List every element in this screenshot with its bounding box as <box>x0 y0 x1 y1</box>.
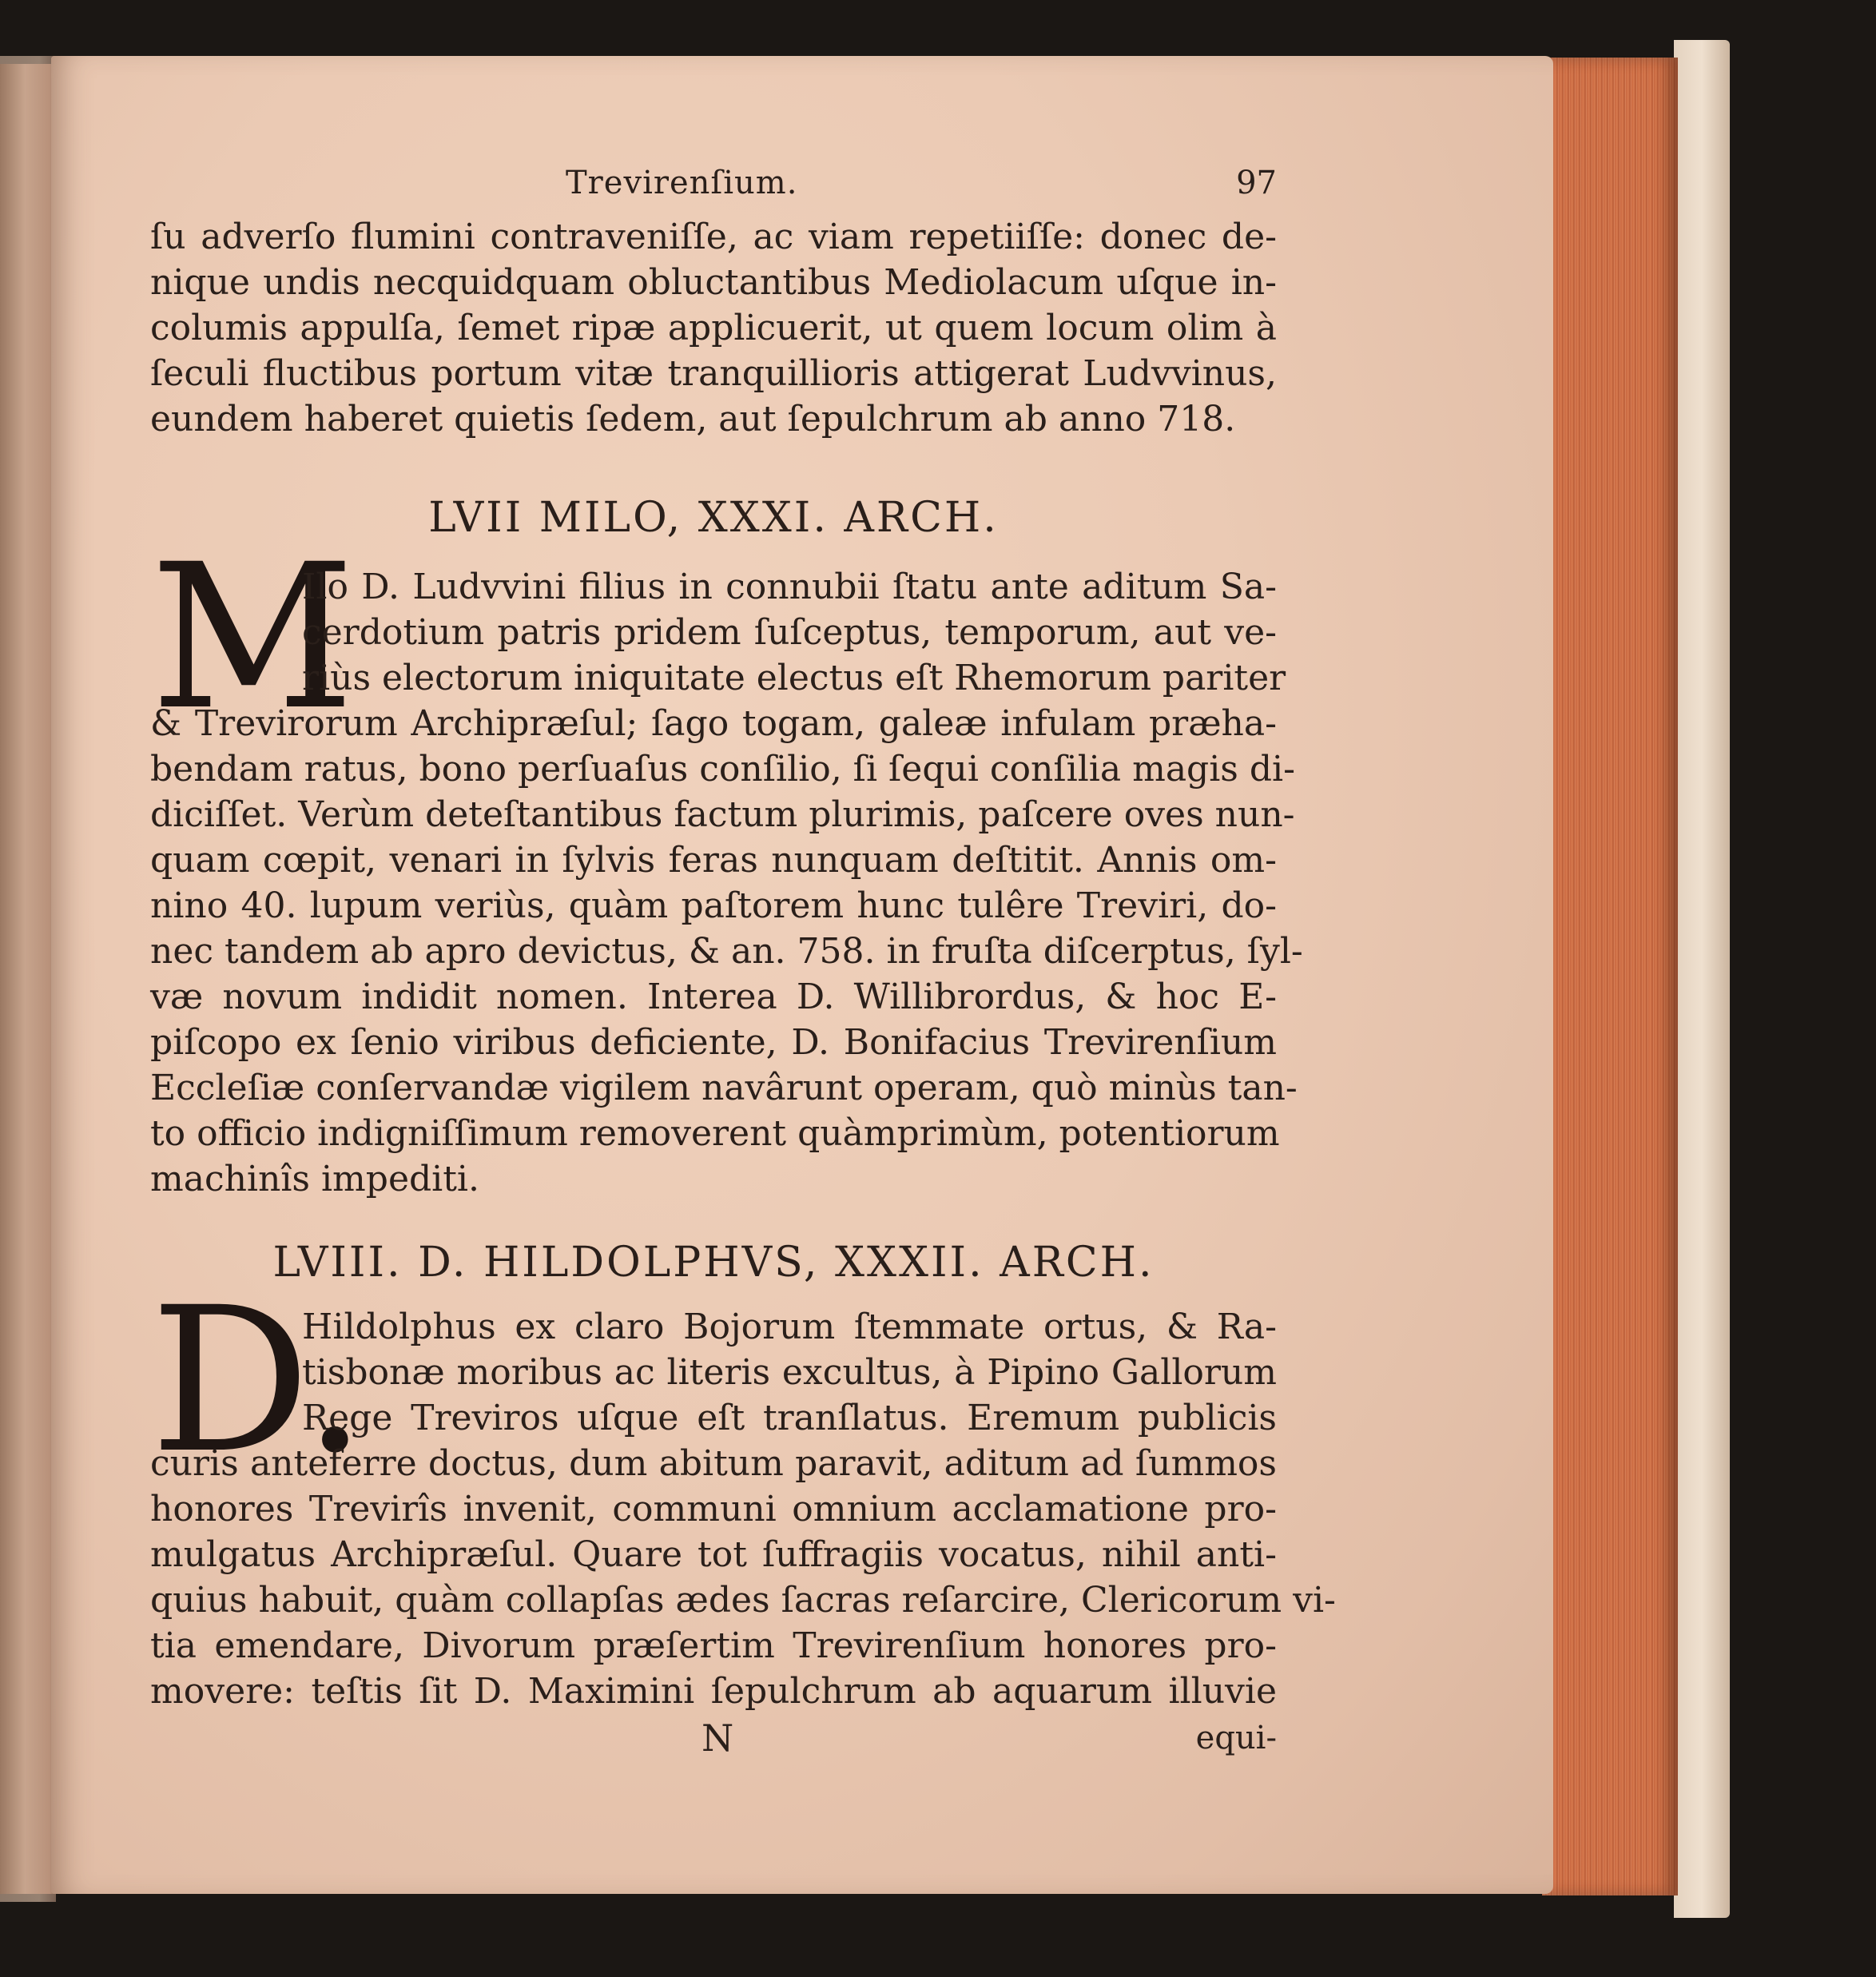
text-line: curis anteferre doctus, dum abitum paravit, aditum ad ſummos <box>150 1443 1277 1484</box>
text-line: tia emendare, Divorum præſertim Trevirenſium honores pro- <box>150 1625 1277 1666</box>
page-footer <box>150 1716 1277 1764</box>
text-line: piſcopo ex ſenio viribus deficiente, D. Bonifacius Trevirenſium <box>150 1022 1277 1063</box>
text-line: machinîs impediti. <box>150 1159 479 1199</box>
section-heading-milo: LVII MILO, XXXI. ARCH. <box>428 494 999 542</box>
drop-cap-m: M <box>150 521 355 754</box>
text-line: movere: teſtis ſit D. Maximini ſepulchrum ab aquarum illuvie <box>150 1671 1277 1712</box>
text-line: Eccleſiæ conſervandæ vigilem navârunt operam, quò minùs tan- <box>150 1068 1298 1108</box>
text-line: nino 40. lupum veriùs, quàm paſtorem hunc tulêre Treviri, do- <box>150 885 1277 926</box>
paragraph-3-opening <box>150 1304 1277 1441</box>
catchword: equi- <box>1195 1720 1277 1756</box>
text-line: Hildolphus ex claro Bojorum ſtemmate ortus, & Ra- <box>302 1307 1277 1347</box>
text-line: riùs electorum iniquitate electus eſt Rhemorum pariter <box>302 658 1286 698</box>
book-cover-edge <box>1674 40 1730 1918</box>
text-line: cerdotium patris pridem ſuſceptus, temporum, aut ve- <box>302 612 1277 653</box>
text-line: Ilo D. Ludvvini filius in connubii ſtatu ante aditum Sa- <box>302 567 1277 607</box>
text-line: columis appulſa, ſemet ripæ applicuerit, ut quem locum olim à <box>150 308 1277 348</box>
text-line: nique undis necquidquam obluctantibus Mediolacum uſque in- <box>150 262 1277 303</box>
drop-cap-d: D. <box>150 1264 367 1497</box>
book-fore-edge <box>1542 58 1678 1895</box>
paragraph-2 <box>150 701 1303 1202</box>
section-heading-hildolphus: LVIII. D. HILDOLPHVS, XXXII. ARCH. <box>272 1239 1155 1287</box>
text-line: tisbonæ moribus ac literis excultus, à Pipino Gallorum <box>302 1352 1277 1393</box>
paragraph-1 <box>150 214 1277 442</box>
text-line: to officio indigniſſimum removerent quàmprimùm, potentiorum <box>150 1113 1280 1154</box>
text-line: ſu adverſo flumini contraveniſſe, ac viam repetiiſſe: donec de- <box>150 217 1277 257</box>
text-line: bendam ratus, bono perſuaſus conſilio, ſi ſequi conſilia magis di- <box>150 749 1295 790</box>
text-line: Rege Treviros uſque eſt tranſlatus. Eremum publicis <box>302 1398 1277 1438</box>
text-line: diciſſet. Verùm deteſtantibus factum plurimis, paſcere oves nun- <box>150 794 1295 835</box>
text-line: nec tandem ab apro devictus, & an. 758. in fruſta diſcerptus, ſyl- <box>150 931 1303 972</box>
signature-mark: N <box>702 1716 734 1760</box>
paragraph-2-opening <box>150 564 1286 701</box>
text-line: mulgatus Archipræſul. Quare tot ſuffragiis vocatus, nihil anti- <box>150 1534 1277 1575</box>
running-head <box>150 160 1277 208</box>
text-line: eundem haberet quietis ſedem, aut ſepulchrum ab anno 718. <box>150 399 1236 440</box>
text-line: & Trevirorum Archipræſul; ſago togam, galeæ infulam præha- <box>150 703 1277 744</box>
text-line: væ novum indidit nomen. Interea D. Willibrordus, & hoc E- <box>150 977 1277 1017</box>
paragraph-3 <box>150 1441 1336 1714</box>
text-line: quius habuit, quàm collapſas ædes ſacras reſarcire, Clericorum vi- <box>150 1580 1336 1621</box>
text-line: honores Trevirîs invenit, communi omnium acclamatione pro- <box>150 1489 1277 1529</box>
text-line: ſeculi fluctibus portum vitæ tranquillioris attigerat Ludvvinus, <box>150 353 1277 394</box>
running-head-title: Trevirenſium. <box>566 165 798 201</box>
page-number: 97 <box>1236 165 1277 201</box>
text-line: quam cœpit, venari in ſylvis feras nunquam deſtitit. Annis om- <box>150 840 1277 881</box>
